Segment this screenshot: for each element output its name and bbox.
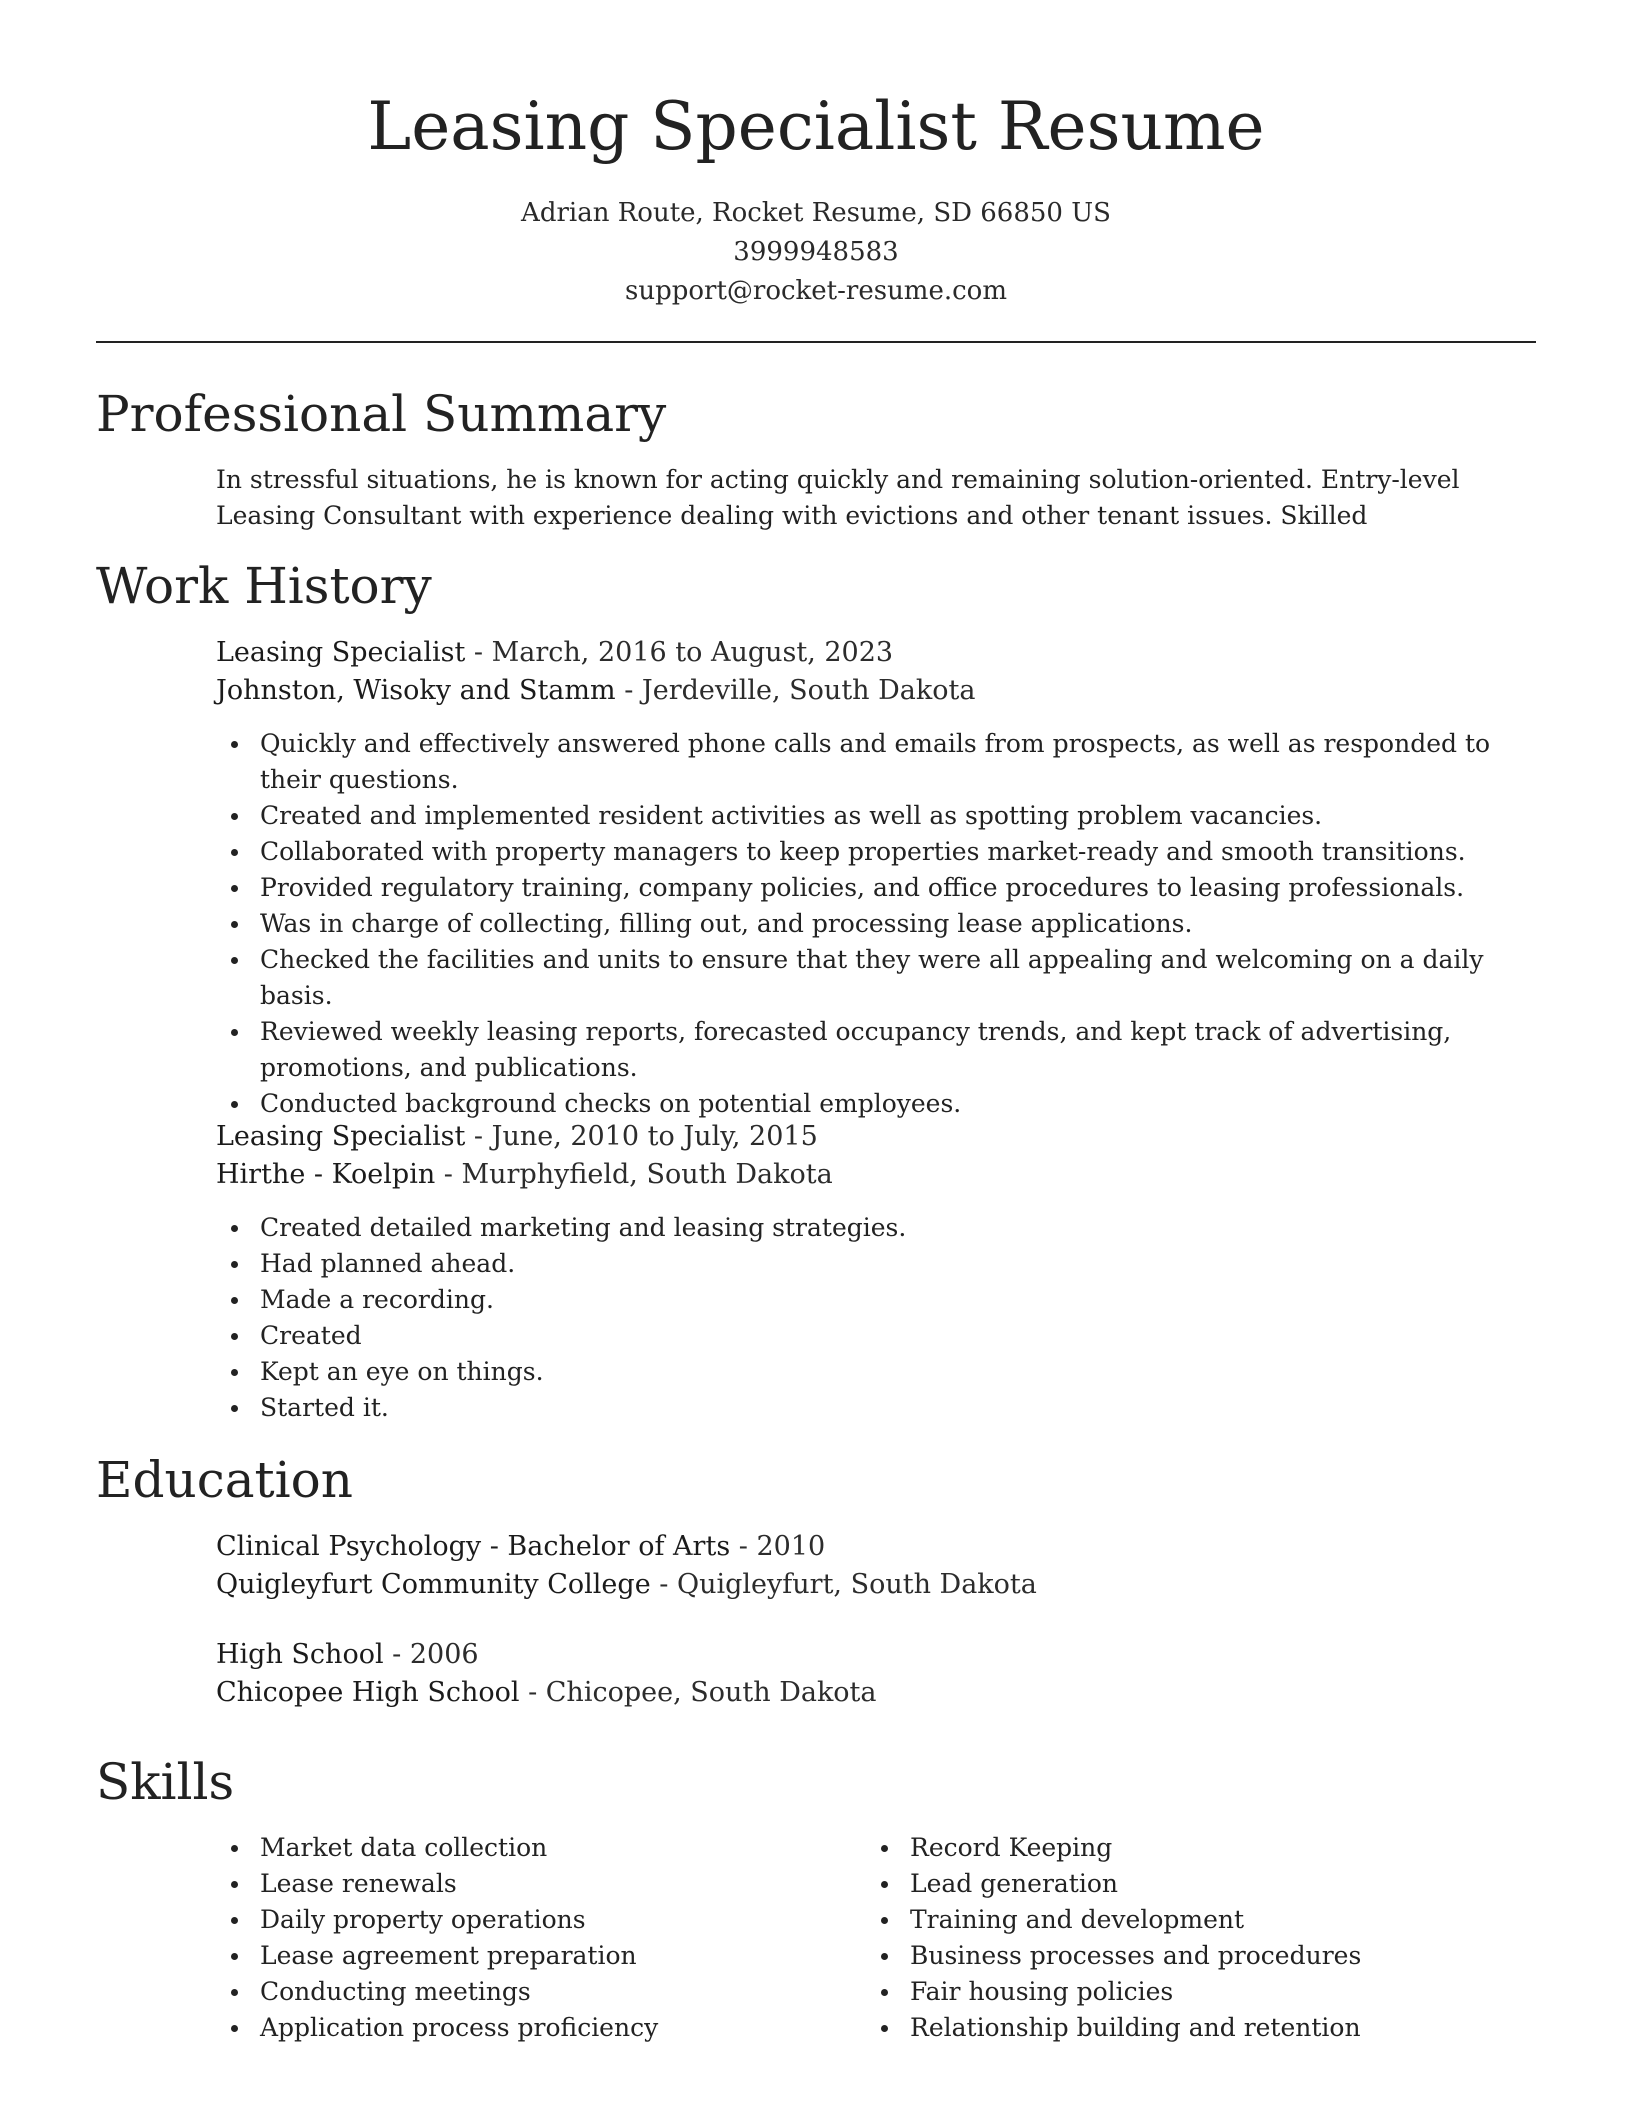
list-item: Created and implemented resident activities as well as spotting problem vacancies.	[216, 798, 1536, 834]
job-entry	[216, 1118, 1536, 1426]
skill-item: Lease renewals	[216, 1866, 836, 1902]
skills-column-left	[216, 1830, 836, 2046]
contact-phone: 3999948583	[733, 237, 899, 267]
list-item: Checked the facilities and units to ensure that they were all appealing and welcoming on a daily basis.	[216, 942, 1536, 1014]
school-location: - Chicopee, South Dakota	[519, 1677, 877, 1708]
education-entry	[216, 1528, 1536, 1604]
list-item: Provided regulatory training, company policies, and office procedures to leasing professionals.	[216, 870, 1536, 906]
job-title: Leasing Specialist	[216, 637, 466, 668]
school-location: - Quigleyfurt, South Dakota	[650, 1569, 1037, 1600]
skills-heading: Skills	[96, 1753, 235, 1811]
list-item: Kept an eye on things.	[216, 1354, 1536, 1390]
skill-item: Conducting meetings	[216, 1974, 836, 2010]
job-title: Leasing Specialist	[216, 1121, 466, 1152]
job-location: - Jerdeville, South Dakota	[615, 675, 976, 706]
skill-item: Record Keeping	[866, 1830, 1486, 1866]
skill-item: Fair housing policies	[866, 1974, 1486, 2010]
school-line	[216, 1566, 1536, 1604]
job-company: Johnston, Wisoky and Stamm	[216, 675, 616, 706]
job-company-line	[216, 672, 1536, 710]
job-duties-list	[216, 1210, 1536, 1426]
job-company-line	[216, 1156, 1536, 1194]
contact-address: Adrian Route, Rocket Resume, SD 66850 US	[521, 198, 1111, 228]
degree-line	[216, 1528, 1536, 1566]
skill-item: Lease agreement preparation	[216, 1938, 836, 1974]
contact-email: support@rocket-resume.com	[624, 276, 1007, 306]
school-line	[216, 1674, 1536, 1712]
job-dates: - March, 2016 to August, 2023	[465, 637, 894, 668]
skill-item: Relationship building and retention	[866, 2010, 1486, 2046]
summary-text: In stressful situations, he is known for acting quickly and remaining solution-oriented. Entry-level Leasing Consultant with experience dealing with evictions and other tenant issues. Skilled	[216, 465, 1460, 530]
job-title-line	[216, 1118, 1536, 1156]
list-item: Created detailed marketing and leasing strategies.	[216, 1210, 1536, 1246]
list-item: Had planned ahead.	[216, 1246, 1536, 1282]
job-entry	[216, 634, 1536, 1122]
graduation-year: - 2006	[383, 1639, 479, 1670]
job-company: Hirthe - Koelpin	[216, 1159, 436, 1190]
skill-item: Application process proficiency	[216, 2010, 836, 2046]
skill-item: Training and development	[866, 1902, 1486, 1938]
list-item: Made a recording.	[216, 1282, 1536, 1318]
work-history-heading: Work History	[96, 557, 432, 615]
skills-list	[866, 1830, 1486, 2046]
summary-heading: Professional Summary	[96, 385, 667, 443]
degree: Clinical Psychology - Bachelor of Arts	[216, 1531, 731, 1562]
resume-title: Leasing Specialist Resume	[367, 88, 1265, 165]
skills-list	[216, 1830, 836, 2046]
skill-item: Business processes and procedures	[866, 1938, 1486, 1974]
school-name: Quigleyfurt Community College	[216, 1569, 651, 1600]
graduation-year: - 2010	[730, 1531, 826, 1562]
degree-line	[216, 1636, 1536, 1674]
list-item: Was in charge of collecting, filling out, and processing lease applications.	[216, 906, 1536, 942]
skill-item: Lead generation	[866, 1866, 1486, 1902]
education-entry	[216, 1636, 1536, 1712]
job-title-line	[216, 634, 1536, 672]
education-heading: Education	[96, 1451, 353, 1509]
skill-item: Market data collection	[216, 1830, 836, 1866]
skills-column-right	[866, 1830, 1486, 2046]
degree: High School	[216, 1639, 384, 1670]
list-item: Created	[216, 1318, 1536, 1354]
job-dates: - June, 2010 to July, 2015	[465, 1121, 818, 1152]
contact-info	[0, 194, 1632, 311]
header-divider	[96, 341, 1536, 343]
list-item: Started it.	[216, 1390, 1536, 1426]
job-location: - Murphyfield, South Dakota	[435, 1159, 833, 1190]
list-item: Quickly and effectively answered phone calls and emails from prospects, as well as responded to their questions.	[216, 726, 1536, 798]
job-duties-list	[216, 726, 1536, 1122]
resume-header	[0, 0, 1632, 311]
skill-item: Daily property operations	[216, 1902, 836, 1938]
list-item: Collaborated with property managers to keep properties market-ready and smooth transitions.	[216, 834, 1536, 870]
list-item: Reviewed weekly leasing reports, forecasted occupancy trends, and kept track of advertising, promotions, and publications.	[216, 1014, 1536, 1086]
school-name: Chicopee High School	[216, 1677, 520, 1708]
list-item: Conducted background checks on potential employees.	[216, 1086, 1536, 1122]
